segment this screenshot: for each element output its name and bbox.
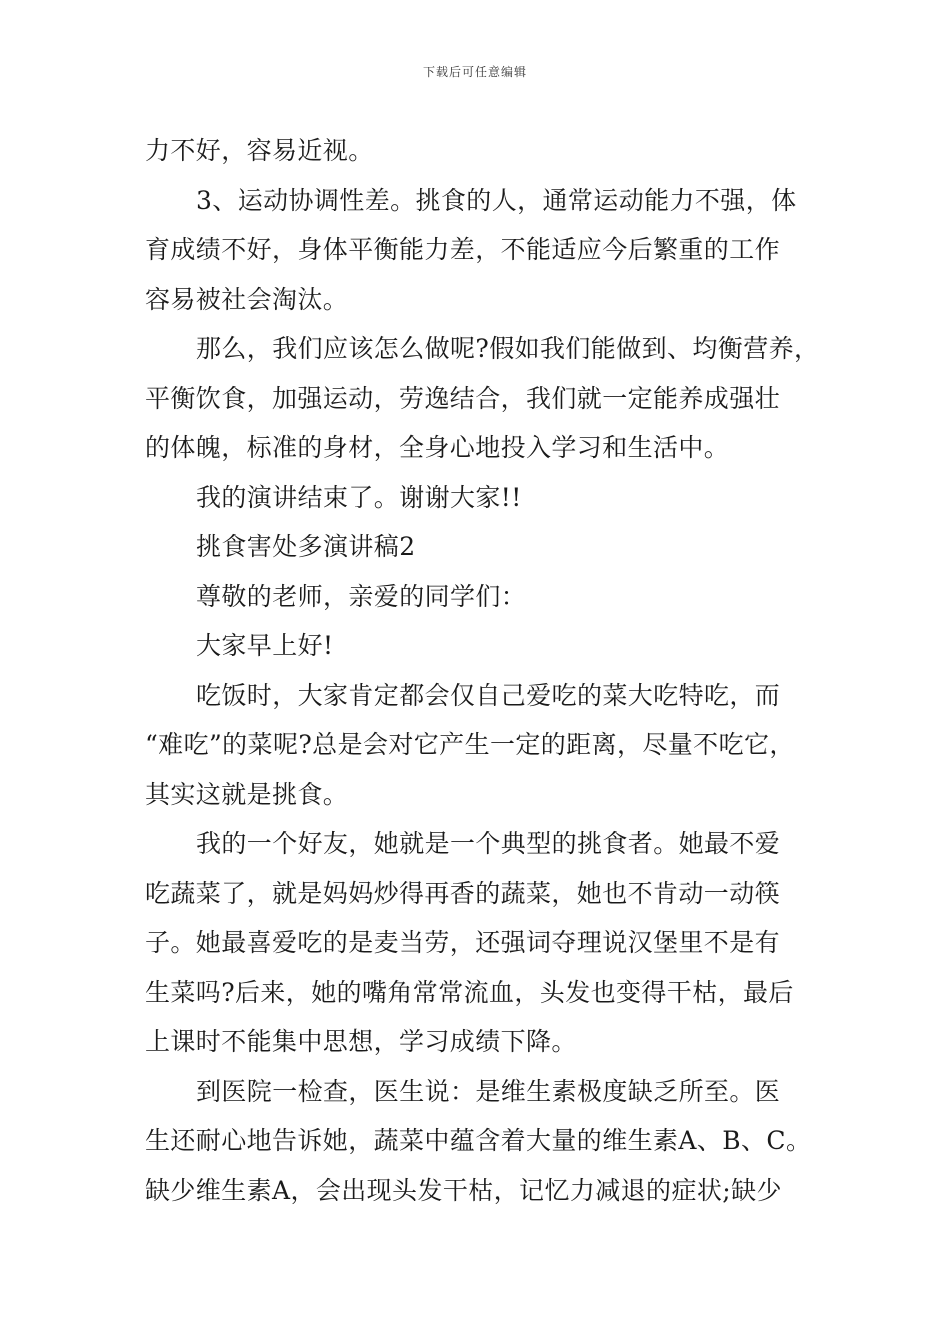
text-line: 生还耐心地告诉她，蔬菜中蕴含着大量的维生素A、B、C。: [145, 1126, 812, 1155]
text-line: 到医院一检查，医生说：是维生素极度缺乏所至。医: [196, 1076, 781, 1106]
text-line: 生菜吗?后来，她的嘴角常常流血，头发也变得干枯，最后: [145, 977, 794, 1007]
text-line: 育成绩不好，身体平衡能力差，不能适应今后繁重的工作: [145, 235, 781, 264]
text-line: 力不好，容易近视。: [145, 136, 374, 165]
salutation: 尊敬的老师，亲爱的同学们：: [196, 581, 527, 611]
text-line: 子。她最喜爱吃的是麦当劳，还强词夺理说汉堡里不是有: [145, 928, 781, 957]
text-line: 其实这就是挑食。: [145, 779, 349, 809]
text-line: 吃蔬菜了，就是妈妈炒得再香的蔬菜，她也不肯动一动筷: [145, 878, 781, 908]
text-line: 容易被社会淘汰。: [145, 284, 349, 314]
text-line: 吃饭时，大家肯定都会仅自己爱吃的菜大吃特吃，而: [196, 680, 781, 710]
document-body: [145, 126, 825, 1215]
text-line: 平衡饮食，加强运动，劳逸结合，我们就一定能养成强壮: [145, 383, 781, 413]
text-line: 上课时不能集中思想，学习成绩下降。: [145, 1027, 577, 1056]
page-header: 下载后可任意编辑: [422, 65, 527, 79]
greeting: 大家早上好!: [196, 631, 334, 660]
section-title: 挑食害处多演讲稿2: [196, 532, 416, 561]
text-line: 那么，我们应该怎么做呢?假如我们能做到、均衡营养，: [196, 334, 820, 363]
text-line: 的体魄，标准的身材，全身心地投入学习和生活中。: [145, 433, 730, 462]
text-line: “难吃”的菜呢?总是会对它产生一定的距离，尽量不吃它，: [145, 730, 795, 759]
text-line: 我的一个好友，她就是一个典型的挑食者。她最不爱: [196, 829, 781, 858]
text-line: 3、运动协调性差。挑食的人，通常运动能力不强，体: [196, 185, 797, 215]
text-line: 我的演讲结束了。谢谢大家!!: [196, 482, 522, 512]
text-line: 缺少维生素A，会出现头发干枯，记忆力减退的症状;缺少: [145, 1175, 782, 1205]
